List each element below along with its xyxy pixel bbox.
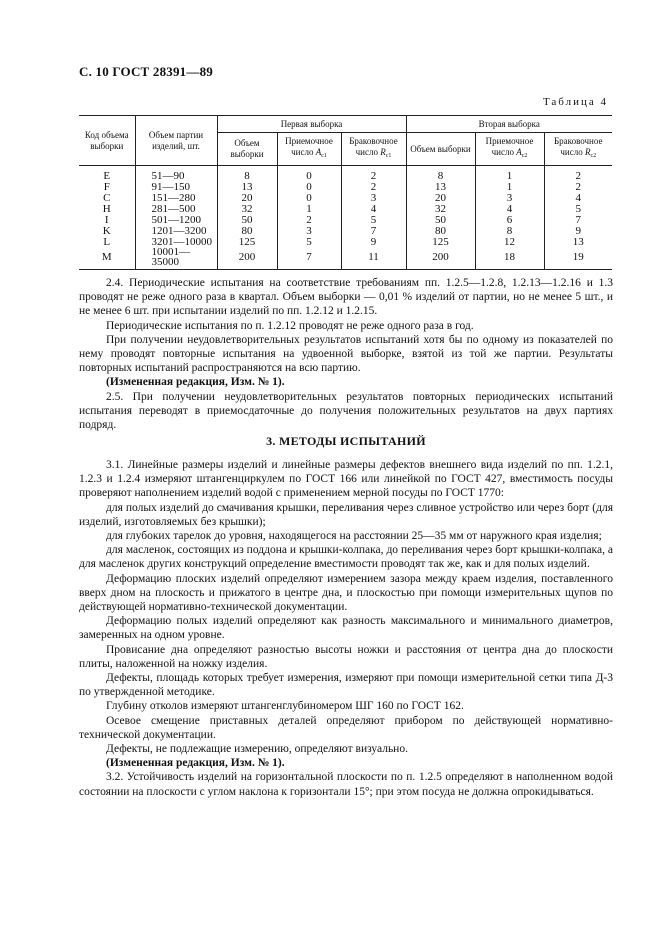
cell-volume-1: 200: [217, 247, 277, 270]
cell-reject-1: 3: [341, 192, 406, 203]
cell-lot: 10001—35000: [135, 247, 217, 270]
sampling-table: [79, 115, 612, 270]
paragraph: 2.4. Периодические испытания на соответствие требованиям пп. 1.2.5—1.2.8, 1.2.13—1.2.16 и 1.3 проводят не реже одного раза в квартал. Объем выборки — 0,01 % изделий от партии, но не менее 5 шт., и не менее 6 шт. при испытании изделий по пп. 1.2.12 и 1.2.15.: [79, 277, 613, 318]
paragraph: 3.2. Устойчивость изделий на горизонтальной плоскости по п. 1.2.5 определяют в наполненном водой состоянии на плоскости с углом наклона к горизонтали 15°; при этом посуда не должна опрокидываться.: [79, 771, 613, 798]
text-block-periodic-tests: [79, 276, 613, 432]
section-heading: 3. МЕТОДЫ ИСПЫТАНИЙ: [266, 434, 426, 448]
cell-accept-1: 1: [277, 203, 341, 214]
group-header-first: Первая выборка: [217, 116, 406, 133]
cell-lot: 3201—10000: [135, 236, 217, 247]
cell-reject-1: 11: [341, 247, 406, 270]
cell-accept-1: 3: [277, 225, 341, 236]
cell-volume-2: 32: [406, 203, 475, 214]
cell-code: H: [102, 202, 111, 215]
cell-accept-1: 0: [277, 166, 341, 182]
cell-reject-2: 9: [544, 225, 612, 236]
cell-reject-1: 4: [341, 203, 406, 214]
table-row: [79, 203, 612, 214]
cell-reject-2: 13: [544, 236, 612, 247]
paragraph: Дефекты, площадь которых требует измерения, измеряют при помощи измерительной сетки типа Д-3 по утвержденной методике.: [79, 672, 613, 699]
cell-reject-1: 5: [341, 214, 406, 225]
cell-lot: 501—1200: [135, 214, 217, 225]
col-header-lot: Объем партии изделий, шт.: [135, 116, 217, 166]
cell-volume-2: 125: [406, 236, 475, 247]
cell-lot: 91—150: [135, 181, 217, 192]
sub-header-volume-1: Объем выборки: [217, 133, 277, 166]
cell-lot: 1201—3200: [135, 225, 217, 236]
cell-reject-2: 5: [544, 203, 612, 214]
col-header-code: Код объема выборки: [79, 116, 135, 166]
cell-accept-1: 0: [277, 192, 341, 203]
cell-volume-2: 20: [406, 192, 475, 203]
cell-volume-2: 80: [406, 225, 475, 236]
cell-reject-2: 7: [544, 214, 612, 225]
paragraph: Деформацию полых изделий определяют как разность максимального и минимального диаметров, замеренных на одном уровне.: [79, 615, 613, 642]
cell-lot: 151—280: [135, 192, 217, 203]
cell-code: F: [103, 180, 110, 193]
page-header: С. 10 ГОСТ 28391—89: [79, 64, 213, 79]
paragraph: Периодические испытания по п. 1.2.12 проводят не реже одного раза в год.: [106, 319, 474, 332]
cell-code: M: [79, 247, 135, 270]
cell-volume-1: 20: [217, 192, 277, 203]
amendment-note: (Измененная редакция, Изм. № 1).: [106, 757, 285, 770]
sub-header-reject-2: Браковочное число $R_{c2}$: [544, 133, 612, 166]
table-row: [79, 181, 612, 192]
paragraph: Осевое смещение приставных деталей определяют прибором по действующей нормативно-технической документации.: [79, 714, 613, 741]
cell-volume-1: 32: [217, 203, 277, 214]
sub-header-accept-2: Приемочное число $A_{c2}$: [475, 133, 544, 166]
cell-accept-1: 5: [277, 236, 341, 247]
cell-code: I: [104, 213, 109, 226]
text-block-test-methods: [79, 458, 613, 799]
cell-lot: 281—500: [135, 203, 217, 214]
cell-reject-1: 9: [341, 236, 406, 247]
paragraph: для масленок, состоящих из поддона и крышки-колпака, до переливания через борт крышки-колпака, а для масленок других конструкций определение вместимости проводят так же, как и для полых изделий.: [79, 544, 613, 571]
cell-reject-2: 19: [544, 247, 612, 270]
table-row: [79, 166, 612, 182]
cell-code: K: [102, 224, 111, 237]
cell-accept-2: 12: [475, 236, 544, 247]
paragraph: 2.5. При получении неудовлетворительных результатов повторных периодических испытаний испытания переводят в приемосдаточные до получения положительных результатов на двух партиях подряд.: [79, 390, 613, 432]
cell-accept-1: 2: [277, 214, 341, 225]
amendment-note: (Измененная редакция, Изм. № 1).: [106, 376, 285, 389]
cell-lot: 51—90: [135, 166, 217, 182]
table-row: [79, 225, 612, 236]
cell-accept-2: 3: [475, 192, 544, 203]
cell-reject-2: 4: [544, 192, 612, 203]
cell-volume-1: 50: [217, 214, 277, 225]
cell-reject-1: 2: [341, 166, 406, 182]
cell-accept-2: 4: [475, 203, 544, 214]
cell-accept-1: 0: [277, 181, 341, 192]
paragraph: для глубоких тарелок до уровня, находящегося на расстоянии 25—35 мм от наружного края изделия;: [106, 530, 602, 543]
cell-volume-2: 50: [406, 214, 475, 225]
cell-volume-1: 125: [217, 236, 277, 247]
cell-reject-1: 2: [341, 181, 406, 192]
paragraph: для полых изделий до смачивания крышки, переливания через сливное устройство или через борт (для изделий, изготовляемых без крышки);: [79, 501, 613, 528]
cell-accept-2: 18: [475, 247, 544, 270]
cell-code: C: [103, 191, 111, 204]
table-caption: Таблица 4: [542, 96, 608, 108]
paragraph: Деформацию плоских изделий определяют измерением зазора между краем изделия, поставленного вверх дном на плоскость и прижатого в центре дна, и плоскостью при помощи измерительных щупов по действующей нормативно-технической документации.: [79, 572, 613, 614]
paragraph: Дефекты, не подлежащие измерению, определяют визуально.: [106, 743, 408, 756]
cell-accept-2: 8: [475, 225, 544, 236]
table-row: [79, 247, 612, 270]
cell-volume-2: 13: [406, 181, 475, 192]
cell-code: E: [103, 169, 111, 182]
cell-code: L: [103, 235, 111, 248]
cell-reject-1: 7: [341, 225, 406, 236]
cell-volume-1: 8: [217, 166, 277, 182]
cell-volume-1: 80: [217, 225, 277, 236]
cell-accept-2: 1: [475, 181, 544, 192]
cell-accept-1: 7: [277, 247, 341, 270]
cell-volume-2: 200: [406, 247, 475, 270]
group-header-second: Вторая выборка: [406, 116, 612, 133]
sub-header-accept-1: Приемочное число $A_{c1}$: [277, 133, 341, 166]
paragraph: Провисание дна определяют разностью высоты ножки и расстояния от центра дна до плоскости плиты, наложенной на ножку изделия.: [79, 643, 613, 670]
cell-volume-2: 8: [406, 166, 475, 182]
sub-header-reject-1: Браковочное число $R_{c1}$: [341, 133, 406, 166]
paragraph: 3.1. Линейные размеры изделий и линейные размеры дефектов внешнего вида изделий по пп. 1.2.1, 1.2.3 и 1.2.4 измеряют штангенциркулем по ГОСТ 166 или линейкой по ГОСТ 427, вместимость посуды проверяют наполнением изделий водой с применением мерной посуды по ГОСТ 1770:: [79, 459, 613, 500]
paragraph: Глубину отколов измеряют штангенглубиномером ШГ 160 по ГОСТ 162.: [106, 700, 464, 713]
cell-reject-2: 2: [544, 166, 612, 182]
cell-accept-2: 6: [475, 214, 544, 225]
sub-header-volume-2: Объем выборки: [406, 133, 475, 166]
cell-reject-2: 2: [544, 181, 612, 192]
paragraph: При получении неудовлетворительных результатов испытаний хотя бы по одному из показателей по нему проводят повторные испытания на удвоенной выборке, взятой из той же партии. Результаты повторных испытаний распространяются на всю партию.: [79, 333, 613, 375]
table-row: [79, 192, 612, 203]
table-row: [79, 214, 612, 225]
cell-volume-1: 13: [217, 181, 277, 192]
cell-accept-2: 1: [475, 166, 544, 182]
